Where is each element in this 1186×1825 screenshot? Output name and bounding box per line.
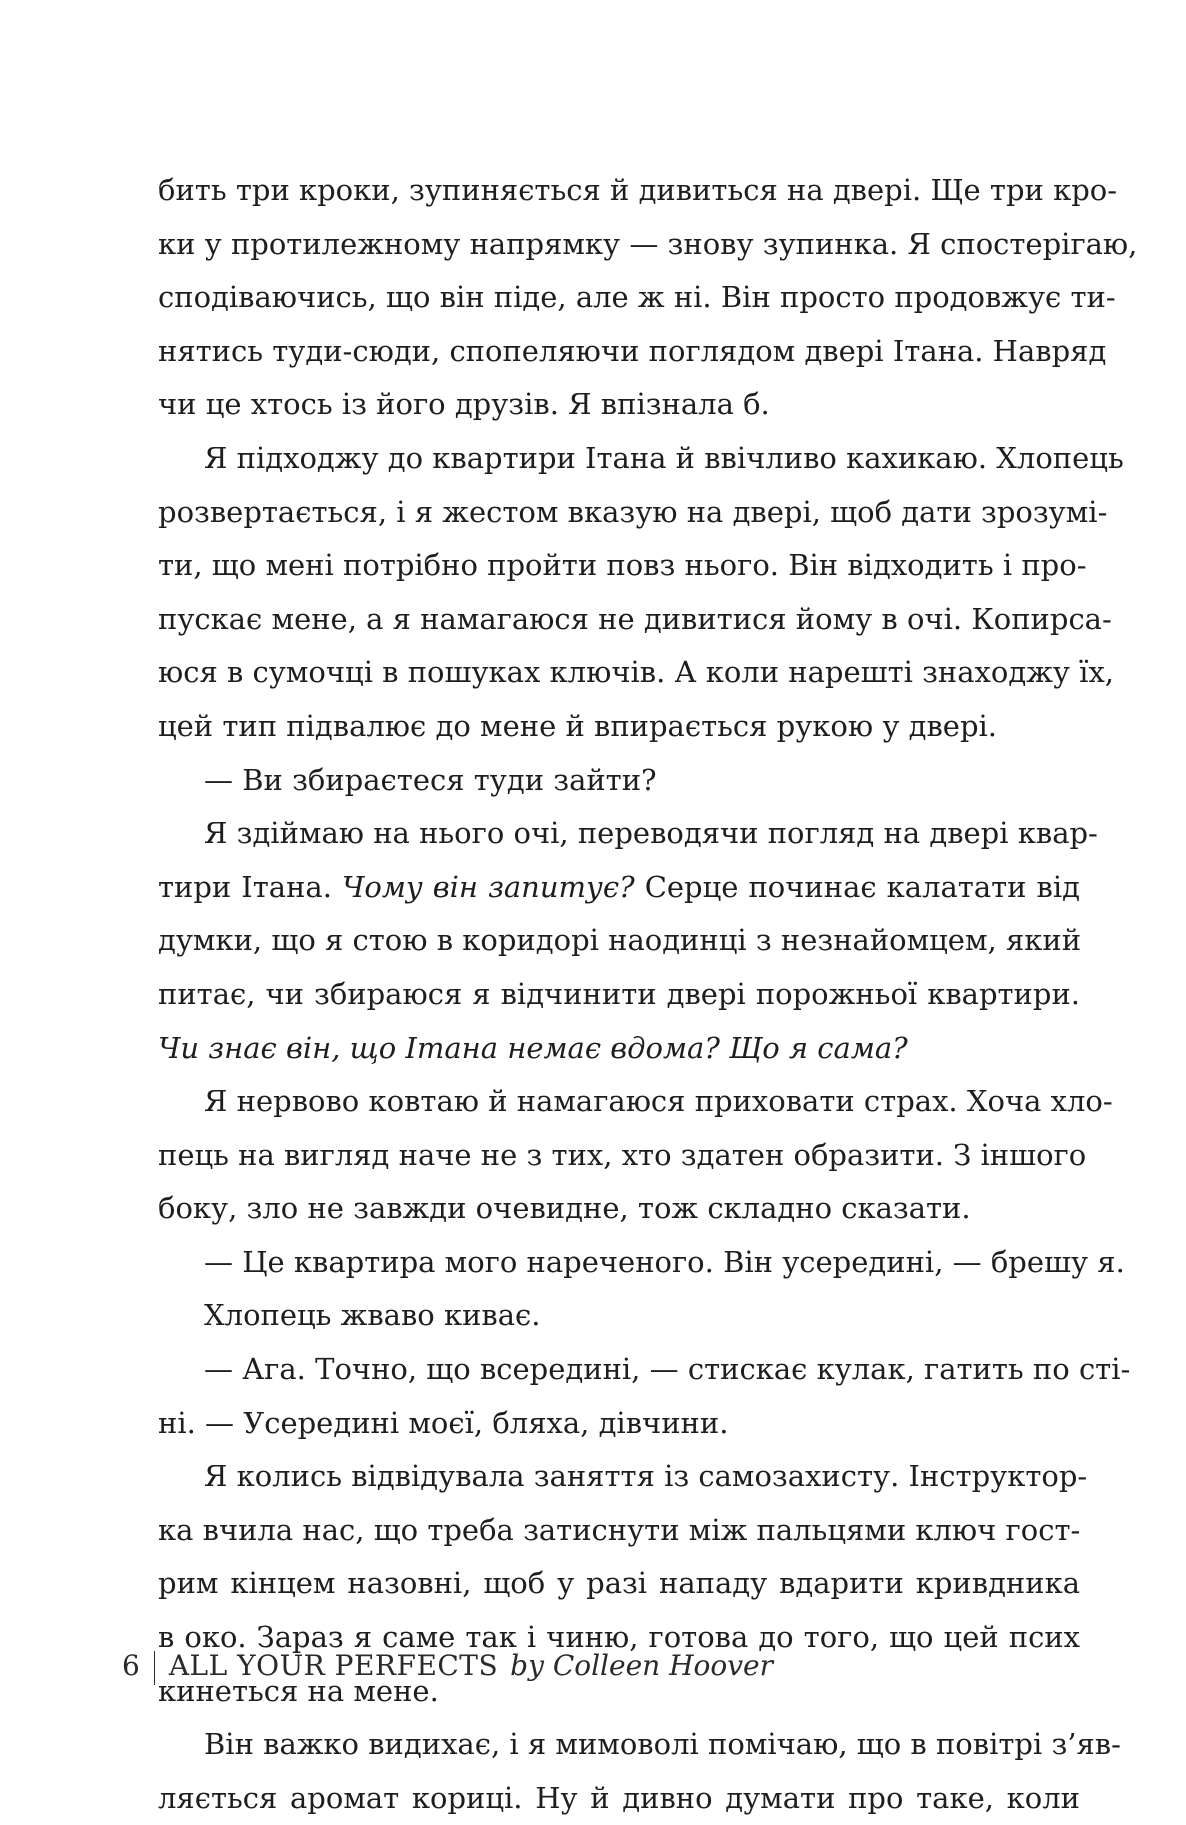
italic-segment: Чому він запитує? (341, 869, 635, 904)
text-line: Я колись відвідувала заняття із самозахисту. Інструктор- (204, 1459, 1088, 1494)
text-line: Він важко видихає, і я мимоволі помічаю, що в повітрі з’яв- (204, 1727, 1121, 1762)
text-segment: тири Ітана. (158, 869, 342, 904)
text-line: юся в сумочці в пошуках ключів. А коли нарешті знаходжу їх, (158, 655, 1115, 690)
text-line (158, 1022, 1080, 1076)
dialogue-line: — Ви збираєтеся туди зайти? (204, 762, 657, 797)
body-text (158, 164, 1138, 1825)
text-line: думки, що я стою в коридорі наодинці з незнайомцем, який (158, 923, 1082, 958)
text-line: ляється аромат кориці. Ну й дивно думати про таке, коли (158, 1780, 1080, 1815)
text-line: розвертається, і я жестом вказую на двері, щоб дати зрозумі- (158, 494, 1108, 529)
text-line: питає, чи збираюся я відчинити двері порожньої квартири. (158, 976, 1080, 1011)
text-line: сподіваючись, що він піде, але ж ні. Він просто продовжує ти- (158, 280, 1116, 315)
text-line: пускає мене, а я намагаюся не дивитися йому в очі. Копирса- (158, 601, 1112, 636)
italic-segment: Чи знає він, що Ітана немає вдома? Що я сама? (158, 1030, 908, 1065)
text-line (158, 861, 1080, 915)
text-line: кинеться на мене. (158, 1673, 439, 1708)
text-line: ти, що мені потрібно пройти повз нього. Він відходить і про- (158, 548, 1087, 583)
text-line: цей тип підвалює до мене й впирається рукою у двері. (158, 708, 998, 743)
text-line: чи це хтось із його друзів. Я впізнала б. (158, 387, 770, 422)
footer-divider (154, 1651, 155, 1685)
dialogue-line: — Ага. Точно, що всередині, — стискає кулак, гатить по сті- (204, 1352, 1131, 1387)
book-author: by Colleen Hoover (510, 1649, 773, 1682)
page-footer (122, 1646, 773, 1686)
text-line: бить три кроки, зупиняється й дивиться на двері. Ще три кро- (158, 173, 1118, 207)
text-line: Хлопець жваво киває. (204, 1298, 541, 1333)
dialogue-line: — Це квартира мого нареченого. Він усередині, — брешу я. (204, 1244, 1125, 1279)
page-number: 6 (122, 1649, 140, 1682)
text-line: пець на вигляд наче не з тих, хто здатен образити. З іншого (158, 1137, 1087, 1172)
text-line: нятись туди-сюди, спопеляючи поглядом двері Ітана. Навряд (158, 333, 1107, 368)
text-line: Я підходжу до квартири Ітана й ввічливо кахикаю. Хлопець (204, 440, 1124, 475)
text-line: Я нервово ковтаю й намагаюся приховати страх. Хоча хло- (204, 1084, 1113, 1119)
text-line: ка вчила нас, що треба затиснути між пальцями ключ гост- (158, 1512, 1081, 1547)
text-line: рим кінцем назовні, щоб у разі нападу вдарити кривдника (158, 1566, 1080, 1601)
text-segment: Серце починає калатати від (634, 869, 1080, 904)
text-line: ні. — Усередині моєї, бляха, дівчини. (158, 1405, 729, 1440)
text-line: в око. Зараз я саме так і чиню, готова до того, що цей псих (158, 1620, 1080, 1655)
book-title: ALL YOUR PERFECTS (168, 1649, 499, 1682)
text-line: Я здіймаю на нього очі, переводячи погляд на двері квар- (204, 816, 1098, 851)
text-line: ки у протилежному напрямку — знову зупинка. Я спостерігаю, (158, 226, 1138, 261)
text-line: боку, зло не завжди очевидне, тож складно сказати. (158, 1191, 971, 1226)
